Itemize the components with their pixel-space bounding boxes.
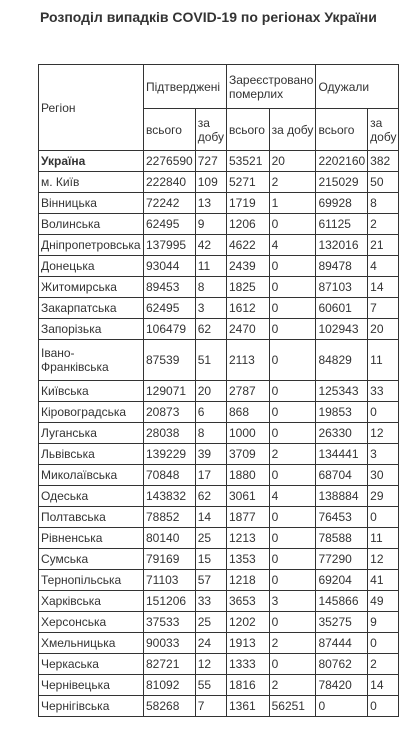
cell-deaths-total: 1218 <box>227 570 270 591</box>
cell-confirmed-per-day: 8 <box>195 423 226 444</box>
cell-confirmed-total: 20873 <box>144 402 196 423</box>
table-row <box>39 402 399 423</box>
table-row <box>39 570 399 591</box>
cell-recovered-per-day: 12 <box>368 549 399 570</box>
cell-region: Чернівецька <box>39 675 144 696</box>
cell-confirmed-total: 62495 <box>144 298 196 319</box>
cell-deaths-per-day: 0 <box>269 381 316 402</box>
header-confirmed: Підтверджені <box>144 65 227 109</box>
cell-recovered-total: 80762 <box>316 654 368 675</box>
table-header-row <box>39 65 399 109</box>
cell-deaths-per-day: 0 <box>269 402 316 423</box>
table-row <box>39 319 399 340</box>
cell-confirmed-per-day: 33 <box>195 591 226 612</box>
cell-recovered-total: 76453 <box>316 507 368 528</box>
table-row <box>39 696 399 717</box>
cell-deaths-total: 53521 <box>227 151 270 172</box>
cell-deaths-per-day: 0 <box>269 277 316 298</box>
cell-confirmed-total: 62495 <box>144 214 196 235</box>
cell-region: Закарпатська <box>39 298 144 319</box>
cell-confirmed-per-day: 7 <box>195 696 226 717</box>
cell-confirmed-total: 137995 <box>144 235 196 256</box>
cell-deaths-total: 1880 <box>227 465 270 486</box>
table-row <box>39 340 399 381</box>
table-row <box>39 444 399 465</box>
cell-deaths-total: 2787 <box>227 381 270 402</box>
cell-confirmed-per-day: 17 <box>195 465 226 486</box>
cell-recovered-total: 87103 <box>316 277 368 298</box>
cell-recovered-per-day: 11 <box>368 340 399 381</box>
cell-confirmed-total: 28038 <box>144 423 196 444</box>
cell-recovered-per-day: 7 <box>368 298 399 319</box>
cell-confirmed-per-day: 57 <box>195 570 226 591</box>
table-row <box>39 486 399 507</box>
cell-deaths-total: 4622 <box>227 235 270 256</box>
cell-region: Львівська <box>39 444 144 465</box>
cell-region: Полтавська <box>39 507 144 528</box>
cell-deaths-per-day: 0 <box>269 298 316 319</box>
cell-confirmed-total: 106479 <box>144 319 196 340</box>
header-confirmed-per-day: за добу <box>195 109 226 151</box>
cell-recovered-per-day: 2 <box>368 214 399 235</box>
cell-deaths-per-day: 2 <box>269 633 316 654</box>
cell-deaths-total: 5271 <box>227 172 270 193</box>
cell-recovered-per-day: 20 <box>368 319 399 340</box>
cell-deaths-total: 1353 <box>227 549 270 570</box>
cell-deaths-per-day: 0 <box>269 319 316 340</box>
cell-confirmed-total: 72242 <box>144 193 196 214</box>
cell-deaths-per-day: 3 <box>269 591 316 612</box>
cell-deaths-per-day: 0 <box>269 507 316 528</box>
cell-deaths-total: 1877 <box>227 507 270 528</box>
table-row <box>39 172 399 193</box>
cell-recovered-total: 215029 <box>316 172 368 193</box>
cell-region: Херсонська <box>39 612 144 633</box>
cell-deaths-total: 1361 <box>227 696 270 717</box>
table-row <box>39 549 399 570</box>
cell-region: Івано-Франківська <box>39 340 144 381</box>
cell-region: Кіровоградська <box>39 402 144 423</box>
cell-deaths-total: 2470 <box>227 319 270 340</box>
cell-region: Одеська <box>39 486 144 507</box>
header-deaths-per-day: за добу <box>269 109 316 151</box>
cell-confirmed-per-day: 25 <box>195 528 226 549</box>
cell-deaths-total: 1333 <box>227 654 270 675</box>
cell-recovered-per-day: 21 <box>368 235 399 256</box>
cell-deaths-per-day: 4 <box>269 486 316 507</box>
cell-deaths-total: 3709 <box>227 444 270 465</box>
cell-deaths-total: 1612 <box>227 298 270 319</box>
cell-confirmed-total: 37533 <box>144 612 196 633</box>
cell-recovered-per-day: 0 <box>368 696 399 717</box>
cell-confirmed-per-day: 3 <box>195 298 226 319</box>
table-row <box>39 591 399 612</box>
cell-recovered-total: 68704 <box>316 465 368 486</box>
cell-recovered-per-day: 9 <box>368 612 399 633</box>
table-row <box>39 235 399 256</box>
cell-recovered-per-day: 11 <box>368 528 399 549</box>
cell-confirmed-per-day: 109 <box>195 172 226 193</box>
cell-region: Дніпропетровська <box>39 235 144 256</box>
cell-recovered-per-day: 2 <box>368 654 399 675</box>
table-row <box>39 256 399 277</box>
cell-region: Україна <box>39 151 144 172</box>
cell-region: Хмельницька <box>39 633 144 654</box>
cell-region: Київська <box>39 381 144 402</box>
cell-region: Тернопільська <box>39 570 144 591</box>
cell-recovered-per-day: 30 <box>368 465 399 486</box>
cell-confirmed-per-day: 62 <box>195 486 226 507</box>
header-region: Регіон <box>39 65 144 151</box>
table-row <box>39 675 399 696</box>
cell-recovered-total: 69928 <box>316 193 368 214</box>
cell-confirmed-per-day: 55 <box>195 675 226 696</box>
cell-recovered-per-day: 8 <box>368 193 399 214</box>
cell-recovered-total: 61125 <box>316 214 368 235</box>
cell-recovered-per-day: 33 <box>368 381 399 402</box>
table-body <box>39 151 399 717</box>
cell-confirmed-total: 151206 <box>144 591 196 612</box>
cell-deaths-total: 3061 <box>227 486 270 507</box>
cell-recovered-per-day: 0 <box>368 633 399 654</box>
cell-recovered-per-day: 12 <box>368 423 399 444</box>
cell-recovered-total: 78420 <box>316 675 368 696</box>
cell-confirmed-per-day: 12 <box>195 654 226 675</box>
cell-recovered-total: 89478 <box>316 256 368 277</box>
cell-recovered-total: 78588 <box>316 528 368 549</box>
cell-deaths-per-day: 2 <box>269 675 316 696</box>
cell-recovered-per-day: 0 <box>368 402 399 423</box>
cell-deaths-total: 1213 <box>227 528 270 549</box>
cell-recovered-total: 19853 <box>316 402 368 423</box>
cell-recovered-total: 26330 <box>316 423 368 444</box>
cell-confirmed-per-day: 62 <box>195 319 226 340</box>
cell-confirmed-per-day: 727 <box>195 151 226 172</box>
cell-region: Луганська <box>39 423 144 444</box>
cell-deaths-total: 868 <box>227 402 270 423</box>
cell-confirmed-per-day: 6 <box>195 402 226 423</box>
cell-deaths-total: 1206 <box>227 214 270 235</box>
cell-deaths-total: 1913 <box>227 633 270 654</box>
cell-recovered-total: 35275 <box>316 612 368 633</box>
cell-recovered-total: 145866 <box>316 591 368 612</box>
cell-region: Черкаська <box>39 654 144 675</box>
cell-confirmed-per-day: 14 <box>195 507 226 528</box>
cell-confirmed-per-day: 15 <box>195 549 226 570</box>
cell-recovered-total: 125343 <box>316 381 368 402</box>
cell-deaths-per-day: 56251 <box>269 696 316 717</box>
cell-deaths-total: 1719 <box>227 193 270 214</box>
header-recovered-per-day: за добу <box>368 109 399 151</box>
cell-recovered-total: 0 <box>316 696 368 717</box>
cell-confirmed-per-day: 51 <box>195 340 226 381</box>
cell-region: Миколаївська <box>39 465 144 486</box>
table-row <box>39 298 399 319</box>
cell-recovered-total: 84829 <box>316 340 368 381</box>
covid-regions-table <box>38 64 399 717</box>
cell-deaths-per-day: 2 <box>269 172 316 193</box>
cell-deaths-per-day: 0 <box>269 256 316 277</box>
cell-confirmed-total: 82721 <box>144 654 196 675</box>
header-recovered-total: всього <box>316 109 368 151</box>
cell-region: Рівненська <box>39 528 144 549</box>
page-title: Розподіл випадків COVID-19 по регіонах України <box>40 9 377 25</box>
cell-region: Сумська <box>39 549 144 570</box>
cell-deaths-total: 1825 <box>227 277 270 298</box>
table-row <box>39 193 399 214</box>
cell-recovered-total: 69204 <box>316 570 368 591</box>
cell-recovered-per-day: 382 <box>368 151 399 172</box>
cell-confirmed-total: 87539 <box>144 340 196 381</box>
cell-confirmed-per-day: 25 <box>195 612 226 633</box>
cell-deaths-per-day: 0 <box>269 214 316 235</box>
table-row <box>39 465 399 486</box>
cell-confirmed-per-day: 20 <box>195 381 226 402</box>
cell-confirmed-total: 70848 <box>144 465 196 486</box>
header-deaths: Зареєстровано померлих <box>227 65 316 109</box>
table-row <box>39 528 399 549</box>
cell-region: Донецька <box>39 256 144 277</box>
cell-confirmed-total: 90033 <box>144 633 196 654</box>
cell-recovered-per-day: 50 <box>368 172 399 193</box>
cell-recovered-total: 60601 <box>316 298 368 319</box>
cell-recovered-per-day: 0 <box>368 507 399 528</box>
cell-deaths-total: 3653 <box>227 591 270 612</box>
header-deaths-total: всього <box>227 109 270 151</box>
cell-confirmed-total: 78852 <box>144 507 196 528</box>
cell-deaths-total: 2439 <box>227 256 270 277</box>
cell-deaths-per-day: 0 <box>269 528 316 549</box>
cell-confirmed-total: 58268 <box>144 696 196 717</box>
table-row <box>39 423 399 444</box>
cell-confirmed-total: 129071 <box>144 381 196 402</box>
cell-confirmed-total: 71103 <box>144 570 196 591</box>
cell-confirmed-total: 143832 <box>144 486 196 507</box>
cell-recovered-per-day: 14 <box>368 675 399 696</box>
cell-confirmed-total: 80140 <box>144 528 196 549</box>
cell-confirmed-per-day: 9 <box>195 214 226 235</box>
cell-deaths-total: 1202 <box>227 612 270 633</box>
cell-region: Вінницька <box>39 193 144 214</box>
table-row <box>39 507 399 528</box>
table-row <box>39 151 399 172</box>
table-row <box>39 654 399 675</box>
cell-recovered-total: 138884 <box>316 486 368 507</box>
cell-deaths-total: 2113 <box>227 340 270 381</box>
cell-recovered-per-day: 49 <box>368 591 399 612</box>
cell-region: Харківська <box>39 591 144 612</box>
cell-confirmed-total: 89453 <box>144 277 196 298</box>
table-row <box>39 214 399 235</box>
cell-deaths-per-day: 1 <box>269 193 316 214</box>
cell-region: Житомирська <box>39 277 144 298</box>
cell-recovered-per-day: 3 <box>368 444 399 465</box>
cell-recovered-total: 87444 <box>316 633 368 654</box>
cell-deaths-per-day: 4 <box>269 235 316 256</box>
cell-confirmed-per-day: 13 <box>195 193 226 214</box>
table-row <box>39 612 399 633</box>
header-confirmed-total: всього <box>144 109 196 151</box>
cell-deaths-per-day: 2 <box>269 444 316 465</box>
cell-recovered-total: 77290 <box>316 549 368 570</box>
cell-recovered-total: 102943 <box>316 319 368 340</box>
cell-recovered-total: 2202160 <box>316 151 368 172</box>
cell-confirmed-total: 222840 <box>144 172 196 193</box>
cell-deaths-per-day: 0 <box>269 612 316 633</box>
cell-recovered-per-day: 14 <box>368 277 399 298</box>
cell-deaths-total: 1816 <box>227 675 270 696</box>
cell-confirmed-per-day: 8 <box>195 277 226 298</box>
header-recovered: Одужали <box>316 65 399 109</box>
cell-confirmed-total: 2276590 <box>144 151 196 172</box>
cell-region: Запорізька <box>39 319 144 340</box>
table-row <box>39 633 399 654</box>
cell-deaths-per-day: 0 <box>269 340 316 381</box>
cell-confirmed-total: 81092 <box>144 675 196 696</box>
cell-confirmed-per-day: 42 <box>195 235 226 256</box>
cell-deaths-per-day: 0 <box>269 465 316 486</box>
cell-confirmed-total: 79169 <box>144 549 196 570</box>
cell-deaths-per-day: 20 <box>269 151 316 172</box>
table-row <box>39 381 399 402</box>
cell-deaths-per-day: 0 <box>269 423 316 444</box>
cell-confirmed-per-day: 24 <box>195 633 226 654</box>
cell-region: Чернігівська <box>39 696 144 717</box>
table-row <box>39 277 399 298</box>
cell-recovered-per-day: 29 <box>368 486 399 507</box>
cell-confirmed-total: 93044 <box>144 256 196 277</box>
cell-confirmed-total: 139229 <box>144 444 196 465</box>
cell-confirmed-per-day: 11 <box>195 256 226 277</box>
cell-deaths-per-day: 0 <box>269 654 316 675</box>
cell-region: Волинська <box>39 214 144 235</box>
cell-recovered-total: 134441 <box>316 444 368 465</box>
cell-confirmed-per-day: 39 <box>195 444 226 465</box>
cell-recovered-per-day: 4 <box>368 256 399 277</box>
cell-recovered-per-day: 41 <box>368 570 399 591</box>
cell-deaths-total: 1000 <box>227 423 270 444</box>
cell-deaths-per-day: 0 <box>269 570 316 591</box>
cell-region: м. Київ <box>39 172 144 193</box>
cell-recovered-total: 132016 <box>316 235 368 256</box>
cell-deaths-per-day: 0 <box>269 549 316 570</box>
